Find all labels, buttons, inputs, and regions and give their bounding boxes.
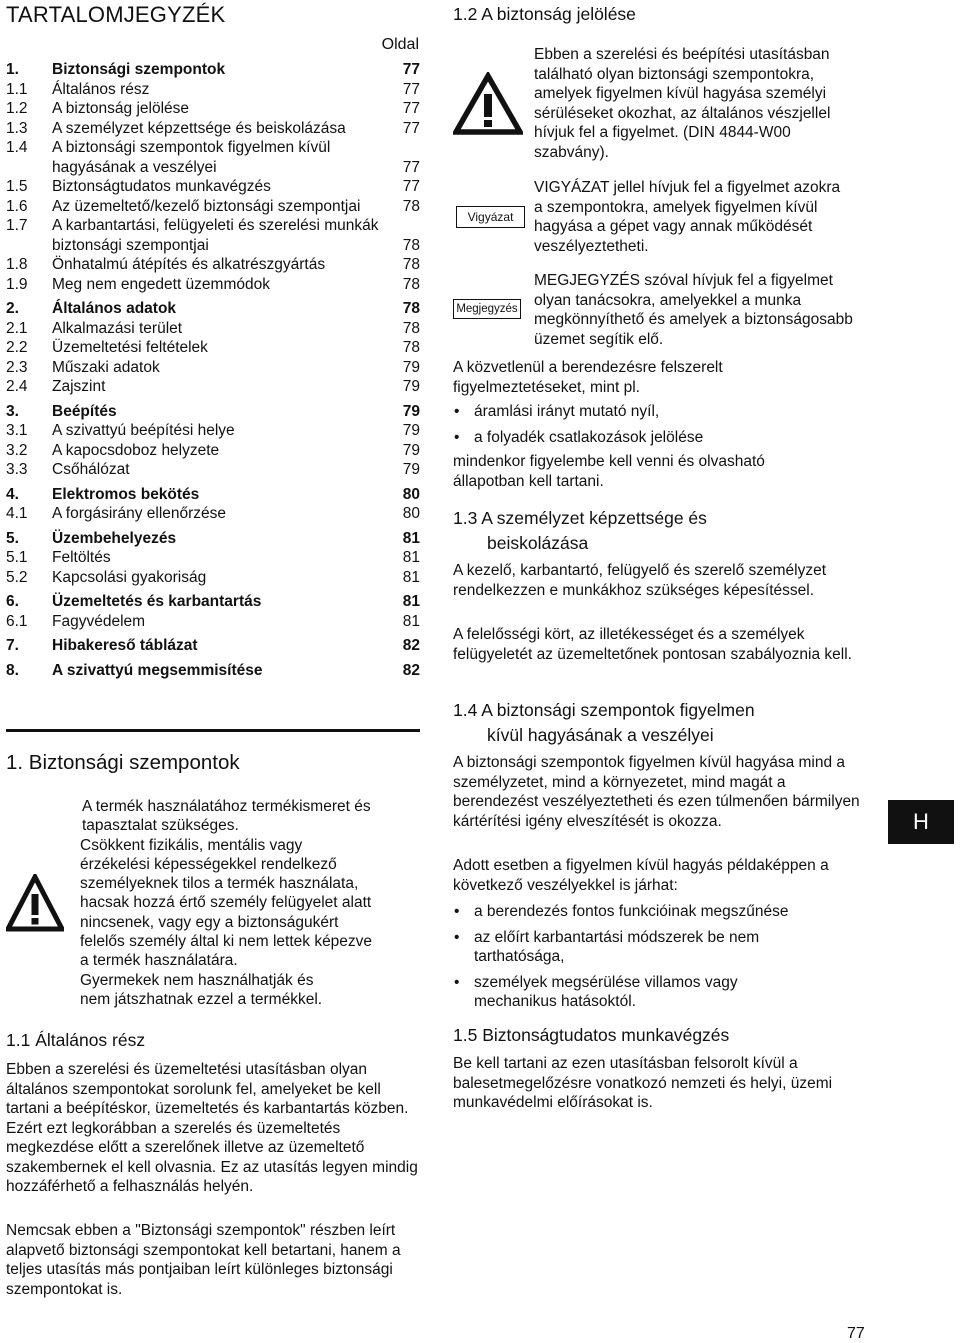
warning-line: felelős személy által ki nem lettek képezve: [80, 933, 373, 951]
direct-warnings-list: [453, 402, 873, 453]
toc-entry-page: 77: [402, 80, 420, 98]
section-1-4-title-line2: kívül hagyásának a veszélyei: [487, 725, 714, 745]
toc-entry-title: Üzembehelyezés: [52, 529, 177, 547]
toc-entry-title: A forgásirány ellenőrzése: [52, 505, 227, 522]
toc-entry: [6, 592, 420, 612]
warning-line: érzékelési képességekkel rendelkező: [80, 855, 337, 873]
toc-entry-page: 78: [402, 300, 420, 317]
toc-entry-title: A karbantartási, felügyeleti és szerelési munkák biztonsági szempontjai: [52, 217, 379, 254]
toc-entry-number: 1.4: [6, 139, 28, 156]
toc-entry: [6, 402, 420, 422]
toc-entry-number: 1.: [6, 61, 19, 78]
toc-entry: [6, 529, 420, 549]
section-1-3-paragraph-1: A kezelő, karbantartó, felügyelő és szerelő személyzet rendelkezzen e munkákhoz szükséges képesítéssel.: [453, 562, 827, 599]
toc-entry-page: 77: [402, 100, 420, 117]
toc-entry-number: 1.7: [6, 217, 28, 234]
toc-entry-page: 79: [402, 461, 420, 478]
toc-entry: [6, 504, 420, 524]
list-item: • a berendezés fontos funkcióinak megszűnése: [453, 902, 833, 922]
toc-entry-title: Kapcsolási gyakoriság: [52, 568, 207, 586]
toc-entry-page: 81: [402, 612, 420, 630]
toc-entry-title: Üzemeltetési feltételek: [52, 339, 208, 356]
warning-line: nem játszhatnak ezzel a termékkel.: [80, 990, 323, 1008]
toc-entry-page: 77: [402, 119, 420, 137]
warning-line: hacsak hozzá értő személy felügyelet alatt: [80, 894, 372, 912]
toc-entry-page: 77: [402, 61, 420, 78]
toc-entry: [6, 275, 420, 295]
toc-entry: [6, 441, 420, 461]
toc-entry-title: Alkalmazási terület: [52, 319, 183, 337]
toc-entry-page: 81: [402, 568, 420, 586]
toc-entry-number: 5.: [6, 529, 19, 547]
toc-entry: [6, 80, 420, 100]
toc-title: TARTALOMJEGYZÉK: [6, 2, 226, 27]
safety-warning-text: [80, 797, 420, 1009]
toc-entry-title: A szivattyú beépítési helye: [52, 422, 235, 439]
toc-entry-page: 80: [402, 505, 420, 522]
toc-entry-title: Biztonsági szempontok: [52, 61, 226, 78]
toc-entry-number: 1.1: [6, 80, 28, 98]
warning-line: A termék használatához termékismeret és: [82, 798, 371, 815]
toc-entry-number: 8.: [6, 661, 19, 679]
toc-entry-title: Általános rész: [52, 80, 150, 98]
toc-entry: [6, 299, 420, 319]
toc-entry-page: 82: [402, 661, 420, 679]
section-1-4-paragraph-1: A biztonsági szempontok figyelmen kívül hagyása mind a személyzetet, mind a környezetet, mind magát a berendezést veszélyeztetheti és ezen túlmenően bármilyen kártérítési igény elveszítését is okozza.: [453, 754, 860, 830]
toc-entry-title: Meg nem engedett üzemmódok: [52, 275, 270, 293]
toc-entry-number: 3.: [6, 402, 19, 420]
toc-entry: [6, 60, 420, 80]
toc-entry-title: Üzemeltetés és karbantartás: [52, 593, 262, 610]
warning-line: Gyermekek nem használhatják és: [80, 971, 314, 989]
toc-entry-page: 78: [402, 319, 420, 337]
toc-entry-number: 4.1: [6, 505, 28, 522]
direct-warnings-conclusion: mindenkor figyelembe kell venni és olvasható állapotban kell tartani.: [453, 453, 765, 490]
toc-entry-number: 5.2: [6, 568, 28, 586]
list-item: • a folyadék csatlakozások jelölése: [453, 428, 873, 448]
toc-entry-title: Műszaki adatok: [52, 358, 160, 376]
toc-entry: [6, 216, 420, 255]
language-tab-h: H: [888, 800, 954, 844]
toc-entry-number: 2.3: [6, 358, 28, 376]
page-number: 77: [847, 1325, 865, 1342]
toc-entry: [6, 460, 420, 480]
table-of-contents: [6, 60, 420, 680]
list-item: • az előírt karbantartási módszerek be nem tarthatósága,: [453, 928, 814, 967]
section-1-3-title-line2: beiskolázása: [487, 533, 589, 553]
toc-entry-page: 81: [402, 593, 420, 610]
section-1-4-hazards-list: [453, 902, 833, 1018]
toc-entry-number: 1.5: [6, 178, 28, 195]
toc-entry: [6, 177, 420, 197]
warning-symbol-description: Ebben a szerelési és beépítési utasításban található olyan biztonsági szempontokra, amelyek figyelmen kívül hagyása személyi sérüléseket okozhat, az általános vészjellel hívjuk fel a figyelmet. (DIN 4844-W00 szabvány).: [534, 46, 831, 161]
toc-entry-number: 6.: [6, 593, 19, 610]
toc-entry: [6, 255, 420, 275]
toc-entry-title: Elektromos bekötés: [52, 485, 200, 503]
toc-entry-title: A szivattyú megsemmisítése: [52, 661, 263, 679]
toc-entry: [6, 548, 420, 568]
toc-entry-page: 79: [402, 378, 420, 395]
megjegyzes-description: MEGJEGYZÉS szóval hívjuk fel a figyelmet olyan tanácsokra, amelyekkel a munka megkönnyíthető és amelyek a biztonságosabb üzemet segítik elő.: [534, 272, 853, 348]
section-1-1-paragraph-1: Ebben a szerelési és üzemeltetési utasításban olyan általános szempontokat sorolunk fel, amelyeket be kell tartani a beépítéskor, üzemeltetés és karbantartás közben. Ezért ezt legkorábban a szerelés és üzemeltetés megkezdése előtt a szerelőnek illetve az üzemeltető szakembernek el kell olvasnia. Ez az utasítás legyen mindig hozzáférhető a felhasználás helyén.: [6, 1061, 418, 1195]
warning-line: a termék használatára.: [80, 952, 238, 970]
section-1-4-title: [453, 700, 755, 746]
section-1-1-title: 1.1 Általános rész: [6, 1030, 146, 1050]
vigyazat-tag: Vigyázat: [456, 206, 525, 228]
toc-entry-number: 6.1: [6, 612, 28, 630]
section-1-1: [6, 1030, 420, 1051]
direct-warnings-intro: A közvetlenül a berendezésre felszerelt figyelmeztetéseket, mint pl.: [453, 359, 723, 396]
toc-entry: [6, 338, 420, 358]
toc-entry-number: 2.1: [6, 319, 28, 337]
list-item: • személyek megsérülése villamos vagy mechanikus hatásoktól.: [453, 973, 764, 1012]
section-1-3-title-line1: 1.3 A személyzet képzettsége és: [453, 508, 707, 528]
warning-line: nincsenek, vagy egy a biztonságukért: [80, 913, 339, 931]
toc-entry-number: 1.3: [6, 119, 28, 137]
toc-entry-number: 3.1: [6, 422, 28, 439]
toc-entry-number: 1.8: [6, 256, 28, 273]
toc-entry-page: 78: [402, 339, 420, 356]
section-1-3-paragraph-2: A felelősségi kört, az illetékességet és a személyek felügyeletét az üzemeltetőnek pontosan szabályoznia kell.: [453, 626, 852, 663]
toc-entry-title: A kapocsdoboz helyzete: [52, 441, 220, 459]
toc-entry-number: 5.1: [6, 549, 28, 566]
toc-entry-number: 7.: [6, 637, 19, 654]
toc-entry-number: 3.2: [6, 441, 28, 459]
toc-entry-title: Hibakereső táblázat: [52, 637, 198, 654]
toc-entry-page: 81: [402, 529, 420, 547]
toc-entry-title: Zajszint: [52, 378, 106, 395]
section-1-4-title-line1: 1.4 A biztonsági szempontok figyelmen: [453, 700, 755, 720]
toc-entry-page: 79: [402, 441, 420, 459]
toc-entry-title: Biztonságtudatos munkavégzés: [52, 178, 271, 195]
section-divider: [6, 729, 420, 732]
toc-entry: [6, 377, 420, 397]
warning-triangle-icon: [453, 72, 523, 136]
toc-entry: [6, 661, 420, 681]
warning-line: Csökkent fizikális, mentális vagy: [80, 836, 303, 854]
toc-entry-title: Önhatalmú átépítés és alkatrészgyártás: [52, 256, 326, 273]
toc-entry: [6, 319, 420, 339]
toc-entry-title: Feltöltés: [52, 549, 111, 566]
toc-entry-title: Csőhálózat: [52, 461, 130, 478]
toc-entry-number: 3.3: [6, 461, 28, 478]
toc-entry-title: A biztonsági szempontok figyelmen kívül hagyásának a veszélyei: [52, 139, 331, 176]
toc-entry-page: 82: [402, 637, 420, 654]
section-1-3-title: [453, 508, 707, 554]
toc-page-header: Oldal: [381, 36, 419, 53]
toc-entry: [6, 358, 420, 378]
section-1-1-paragraph-2: Nemcsak ebben a "Biztonsági szempontok" részben leírt alapvető biztonsági szempontokat kell betartani, hanem a teljes utasítás más pontjaiban leírt különleges biztonsági szempontokat is.: [6, 1222, 401, 1298]
toc-entry: [6, 99, 420, 119]
toc-entry: [6, 138, 420, 177]
toc-entry-page: 79: [402, 422, 420, 439]
vigyazat-description: VIGYÁZAT jellel hívjuk fel a figyelmet azokra a szempontokra, amelyek figyelmen kívül hagyása a gépet vagy annak működését veszélyeztetheti.: [534, 179, 841, 255]
toc-entry-title: A biztonság jelölése: [52, 100, 190, 117]
section-1-5-title: 1.5 Biztonságtudatos munkavégzés: [453, 1025, 730, 1045]
toc-entry-page: 78: [402, 275, 420, 293]
toc-entry-title: Általános adatok: [52, 300, 177, 317]
section-1-2-title: 1.2 A biztonság jelölése: [453, 4, 636, 24]
warning-triangle-icon: [6, 874, 64, 932]
toc-entry-page: 80: [402, 485, 420, 503]
toc-entry-page: 77: [402, 158, 420, 176]
toc-entry: [6, 612, 420, 632]
toc-entry-page: 79: [402, 358, 420, 376]
toc-entry-number: 4.: [6, 485, 19, 503]
megjegyzes-tag: Megjegyzés: [453, 299, 521, 319]
toc-entry-number: 1.2: [6, 100, 28, 117]
toc-entry-title: A személyzet képzettsége és beiskolázása: [52, 119, 346, 137]
toc-entry-title: Beépítés: [52, 402, 117, 420]
toc-entry: [6, 636, 420, 656]
toc-entry-title: Az üzemeltető/kezelő biztonsági szempontjai: [52, 197, 361, 215]
warning-line: személyeknek tilos a termék használata,: [80, 875, 359, 893]
toc-entry-title: Fagyvédelem: [52, 612, 146, 630]
section-1-4-paragraph-2: Adott esetben a figyelmen kívül hagyás példaképpen a következő veszélyekkel is járhat:: [453, 857, 829, 894]
section-1-title: 1. Biztonsági szempontok: [6, 751, 240, 774]
toc-entry-number: 1.9: [6, 275, 28, 293]
list-item: • áramlási irányt mutató nyíl,: [453, 402, 873, 422]
warning-line: tapasztalat szükséges.: [82, 817, 239, 835]
toc-entry-page: 81: [402, 549, 420, 566]
toc-entry-page: 77: [402, 178, 420, 195]
toc-entry: [6, 485, 420, 505]
toc-entry: [6, 421, 420, 441]
toc-entry-number: 1.6: [6, 197, 28, 215]
toc-entry-number: 2.4: [6, 378, 28, 395]
toc-entry: [6, 119, 420, 139]
toc-entry-page: 79: [402, 402, 420, 420]
toc-entry: [6, 197, 420, 217]
toc-entry-page: 78: [402, 197, 420, 215]
toc-entry-number: 2.: [6, 300, 19, 317]
toc-entry-number: 2.2: [6, 339, 28, 356]
toc-entry: [6, 568, 420, 588]
toc-entry-page: 78: [402, 256, 420, 273]
toc-entry-page: 78: [402, 236, 420, 254]
section-1-5-paragraph-1: Be kell tartani az ezen utasításban felsorolt kívül a balesetmegelőzésre vonatkozó nemzeti és helyi, üzemi munkavédelmi előírásokat is.: [453, 1055, 833, 1111]
